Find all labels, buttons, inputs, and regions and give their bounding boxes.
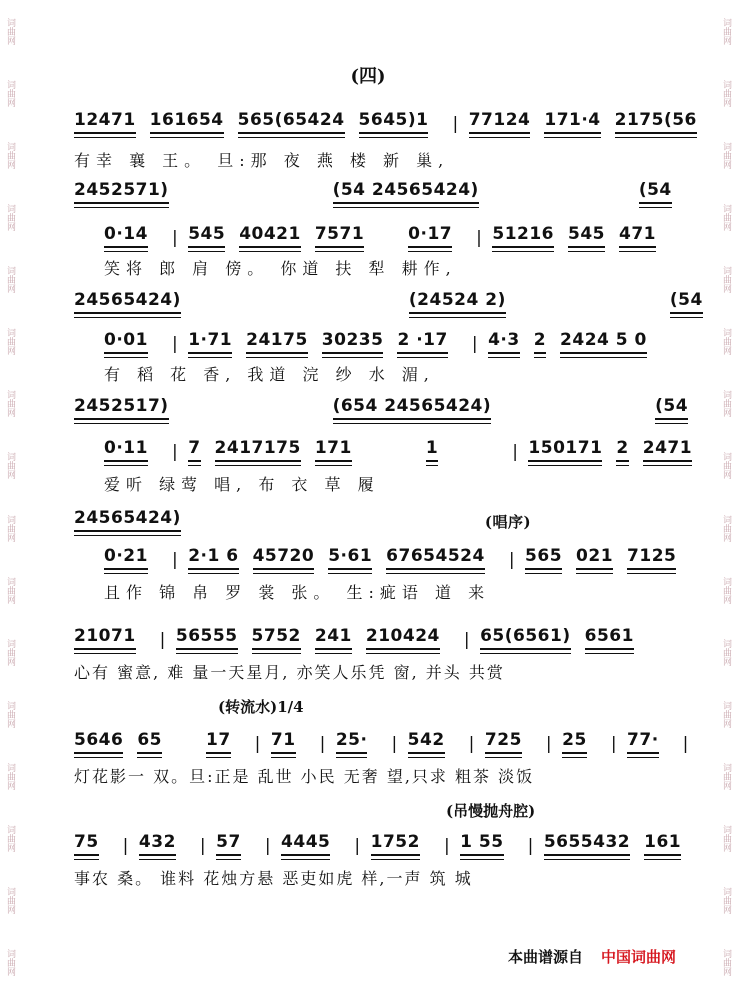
- notation-line: 12471 161654 565(65424 5645)1 | 77124 171·4 2175(56: [74, 110, 697, 134]
- lyrics-line: 事农 桑。 谁料 花烛方悬 恶吏如虎 样,一声 筑 城: [74, 869, 473, 888]
- credit-label: 本曲谱源自: [508, 948, 584, 966]
- watermark-left: 词曲网 词曲网 词曲网 词曲网 词曲网 词曲网 词曲网 词曲网 词曲网 词曲网 词曲网 词曲网 词曲网 词曲网 词曲网 词曲网: [5, 17, 15, 977]
- credit-site-link[interactable]: 中国词曲网: [601, 948, 677, 966]
- lyrics-line: 心有 蜜意, 难 量一天星月, 亦笑人乐凭 窗, 并头 共赏: [74, 663, 505, 682]
- notation-line: 0·11 | 7 2417175 171 1 | 150171 2 2471: [104, 438, 693, 462]
- lyrics-line: 灯花影一 双。旦:正是 乱世 小民 无奢 望,只求 粗茶 淡饭: [74, 767, 535, 786]
- notation-line: 0·14 | 545 40421 7571 0·17 | 51216 545 471: [104, 224, 657, 248]
- page-title: (四): [350, 66, 386, 87]
- source-credit: [508, 946, 676, 967]
- notation-line: 2452517) (654 24565424) (54: [74, 396, 680, 420]
- notation-line: 0·21 | 2·1 6 45720 5·61 67654524 | 565 021 7125: [104, 546, 677, 570]
- lyrics-line: 有 稻 花 香, 我道 浣 纱 水 湄,: [104, 365, 435, 384]
- notation-line: 24565424) (唱序): [74, 508, 532, 531]
- notation-line: 21071 | 56555 5752 241 210424 | 65(6561) 6561: [74, 626, 634, 650]
- tempo-annotation: (转流水)1/4: [218, 698, 304, 716]
- lyrics-line: 笑将 郎 肩 傍。 你道 扶 犁 耕作,: [104, 259, 457, 278]
- lyrics-line: 有幸 襄 王。 旦:那 夜 燕 楼 新 巢,: [74, 151, 450, 170]
- notation-line: 0·01 | 1·71 24175 30235 2 ·17 | 4·3 2 2424 5 0: [104, 330, 647, 354]
- notation-line: 2452571) (54 24565424) (54: [74, 180, 680, 204]
- notation-line: 5646 65 17 | 71 | 25· | 542 | 725 | 25 | 77· |: [74, 730, 689, 754]
- tempo-annotation: (吊慢抛舟腔): [446, 802, 536, 820]
- lyrics-line: 爱听 绿莺 唱, 布 衣 草 履: [104, 475, 380, 494]
- notation-line: 75 | 432 | 57 | 4445 | 1752 | 1 55 | 5655432 161: [74, 832, 682, 856]
- lyrics-line: 且作 锦 帛 罗 裳 张。 生:疵语 道 来: [104, 583, 491, 602]
- watermark-right: 词曲网 词曲网 词曲网 词曲网 词曲网 词曲网 词曲网 词曲网 词曲网 词曲网 词曲网 词曲网 词曲网 词曲网 词曲网 词曲网: [721, 17, 731, 977]
- notation-line: 24565424) (24524 2) (54: [74, 290, 680, 314]
